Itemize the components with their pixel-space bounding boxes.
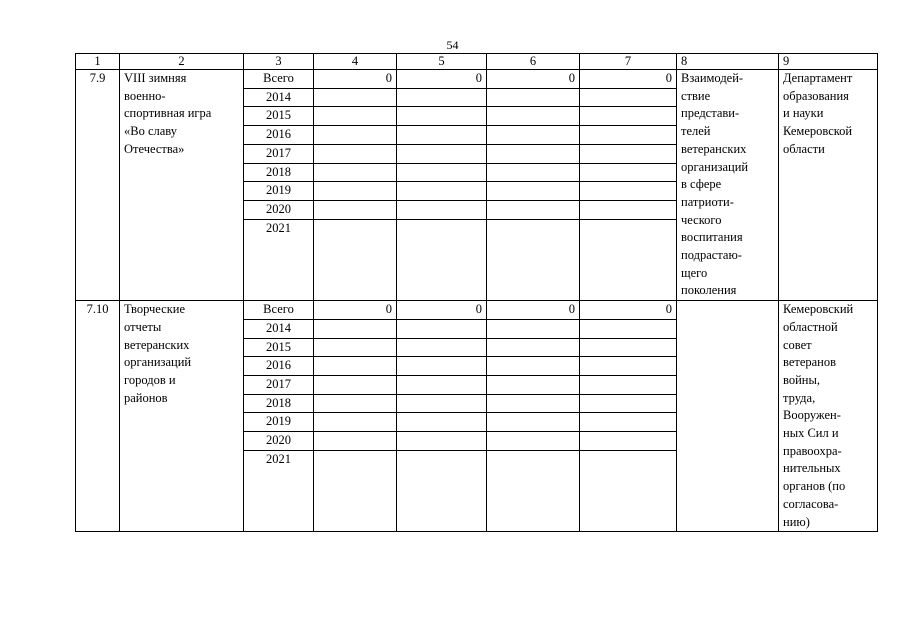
empty-cell (314, 182, 397, 201)
empty-cell (487, 219, 580, 301)
empty-cell (487, 413, 580, 432)
empty-cell (580, 394, 677, 413)
amount-cell: 0 (314, 70, 397, 89)
empty-cell (397, 144, 487, 163)
empty-cell (314, 126, 397, 145)
empty-cell (314, 338, 397, 357)
empty-cell (397, 450, 487, 532)
empty-cell (314, 432, 397, 451)
year-cell: 2021 (244, 219, 314, 301)
year-cell: 2021 (244, 450, 314, 532)
empty-cell (397, 394, 487, 413)
empty-cell (487, 126, 580, 145)
empty-cell (580, 88, 677, 107)
year-cell: 2018 (244, 394, 314, 413)
empty-cell (314, 88, 397, 107)
item-number: 7.9 (76, 70, 120, 301)
empty-cell (487, 338, 580, 357)
year-cell: 2016 (244, 126, 314, 145)
empty-cell (580, 144, 677, 163)
empty-cell (397, 375, 487, 394)
empty-cell (580, 219, 677, 301)
empty-cell (314, 163, 397, 182)
header-row (76, 54, 878, 70)
empty-cell (580, 413, 677, 432)
table-row (76, 70, 878, 89)
empty-cell (580, 450, 677, 532)
amount-cell: 0 (397, 301, 487, 320)
total-label: Всего (244, 70, 314, 89)
empty-cell (397, 107, 487, 126)
empty-cell (487, 107, 580, 126)
col-header-8: 8 (677, 54, 779, 70)
year-cell: 2018 (244, 163, 314, 182)
year-cell: 2015 (244, 338, 314, 357)
empty-cell (487, 357, 580, 376)
empty-cell (487, 319, 580, 338)
year-cell: 2019 (244, 182, 314, 201)
empty-cell (397, 163, 487, 182)
col-header-1: 1 (76, 54, 120, 70)
year-cell: 2019 (244, 413, 314, 432)
page-number: 54 (446, 38, 459, 52)
program-table (75, 53, 878, 532)
year-cell: 2020 (244, 200, 314, 219)
empty-cell (397, 88, 487, 107)
executor: Департамент образования и науки Кемеровской области (779, 70, 878, 301)
empty-cell (314, 413, 397, 432)
empty-cell (580, 338, 677, 357)
empty-cell (314, 319, 397, 338)
empty-cell (314, 107, 397, 126)
empty-cell (314, 219, 397, 301)
empty-cell (487, 394, 580, 413)
empty-cell (580, 357, 677, 376)
empty-cell (397, 413, 487, 432)
empty-cell (580, 319, 677, 338)
empty-cell (487, 432, 580, 451)
amount-cell: 0 (487, 70, 580, 89)
empty-cell (487, 144, 580, 163)
empty-cell (397, 126, 487, 145)
col-header-6: 6 (487, 54, 580, 70)
col-header-3: 3 (244, 54, 314, 70)
empty-cell (580, 163, 677, 182)
executor: Кемеровский областной совет ветеранов войны, труда, Вооружен- ных Сил и правоохра- нительных органов (по согласова- нию) (779, 301, 878, 532)
empty-cell (580, 200, 677, 219)
empty-cell (314, 450, 397, 532)
year-cell: 2017 (244, 144, 314, 163)
empty-cell (397, 219, 487, 301)
empty-cell (487, 88, 580, 107)
year-cell: 2015 (244, 107, 314, 126)
empty-cell (487, 200, 580, 219)
col-header-5: 5 (397, 54, 487, 70)
amount-cell: 0 (314, 301, 397, 320)
empty-cell (397, 432, 487, 451)
col-header-4: 4 (314, 54, 397, 70)
empty-cell (580, 182, 677, 201)
empty-cell (397, 182, 487, 201)
col-header-7: 7 (580, 54, 677, 70)
amount-cell: 0 (487, 301, 580, 320)
empty-cell (397, 200, 487, 219)
col-header-2: 2 (120, 54, 244, 70)
amount-cell: 0 (397, 70, 487, 89)
empty-cell (580, 375, 677, 394)
empty-cell (580, 126, 677, 145)
empty-cell (487, 163, 580, 182)
empty-cell (487, 182, 580, 201)
empty-cell (314, 144, 397, 163)
item-name: Творческие отчеты ветеранских организаций городов и районов (120, 301, 244, 532)
item-number: 7.10 (76, 301, 120, 532)
empty-cell (314, 375, 397, 394)
empty-cell (397, 357, 487, 376)
amount-cell: 0 (580, 70, 677, 89)
empty-cell (580, 107, 677, 126)
expected-result: Взаимодей- ствие представи- телей ветеранских организаций в сфере патриоти- ческого воспитания подрастаю- щего поколения (677, 70, 779, 301)
empty-cell (314, 200, 397, 219)
empty-cell (314, 394, 397, 413)
empty-cell (314, 357, 397, 376)
empty-cell (580, 432, 677, 451)
year-cell: 2014 (244, 319, 314, 338)
empty-cell (397, 319, 487, 338)
year-cell: 2020 (244, 432, 314, 451)
empty-cell (487, 375, 580, 394)
total-label: Всего (244, 301, 314, 320)
empty-cell (487, 450, 580, 532)
table-row (76, 301, 878, 320)
year-cell: 2014 (244, 88, 314, 107)
empty-cell (397, 338, 487, 357)
col-header-9: 9 (779, 54, 878, 70)
item-name: VIII зимняя военно- спортивная игра «Во славу Отечества» (120, 70, 244, 301)
expected-result (677, 301, 779, 532)
amount-cell: 0 (580, 301, 677, 320)
year-cell: 2017 (244, 375, 314, 394)
year-cell: 2016 (244, 357, 314, 376)
